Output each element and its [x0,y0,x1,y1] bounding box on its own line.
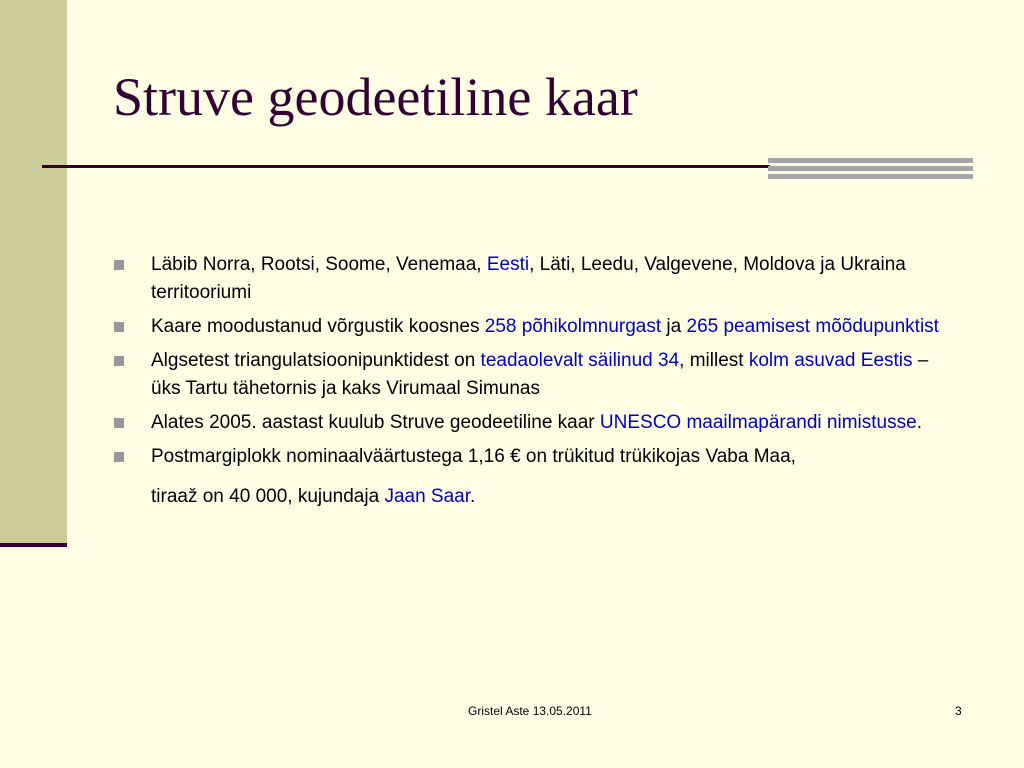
title-underline [42,165,770,168]
bullet-item [113,251,963,307]
bullet-text: , millest [679,350,749,371]
side-accent-rule [0,543,67,547]
highlighted-text: 258 põhikolmnurgast [484,316,662,337]
highlighted-text: kolm asuvad Eestis [748,350,913,371]
bullet-text: , Läti, Leedu, Valgevene, Moldova ja Ukraina territooriumi [151,254,906,303]
highlighted-text: UNESCO maailmapärandi nimistusse [599,412,917,433]
bullet-marker-icon [114,356,124,366]
bullet-text: Postmargiplokk nominaalväärtustega 1,16 € on trükitud trükikojas Vaba Maa, [151,446,796,467]
decoration-bar [768,158,973,163]
bullet-text: ja [661,316,687,337]
bullet-text: Algsetest triangulatsioonipunktidest on [151,350,481,371]
bullet-text: Alates 2005. aastast kuulub Struve geodeetiline kaar [151,412,600,433]
highlighted-text: 265 peamisest mõõdupunktist [686,316,939,337]
bullet-text: Läbib Norra, Rootsi, Soome, Venemaa, [151,254,487,275]
bullet-marker-icon [114,260,124,270]
decoration-bar [768,166,973,171]
bullet-item [113,347,963,403]
bullet-continuation [151,483,963,511]
highlighted-text: Eesti [486,254,530,275]
slide-title: Struve geodeetiline kaar [113,67,638,127]
bullet-text: . [916,412,922,433]
title-decoration-bars [768,158,973,179]
bullet-item [113,443,963,511]
bullet-marker-icon [114,418,124,428]
bullet-list [113,251,963,517]
highlighted-text: Jaan Saar [384,486,471,507]
side-accent-band [0,0,67,545]
bullet-text: tiraaž on 40 000, kujundaja [151,486,385,507]
footer-text: Gristel Aste 13.05.2011 [468,704,592,718]
bullet-item [113,409,963,437]
bullet-text: – üks Tartu tähetornis ja kaks Virumaal Simunas [151,350,929,399]
decoration-bar [768,174,973,179]
highlighted-text: teadaolevalt säilinud 34 [480,350,680,371]
bullet-marker-icon [114,452,124,462]
bullet-text: Kaare moodustanud võrgustik koosnes [151,316,485,337]
bullet-text: . [470,486,476,507]
bullet-marker-icon [114,322,124,332]
bullet-item [113,313,963,341]
page-number: 3 [955,704,962,718]
